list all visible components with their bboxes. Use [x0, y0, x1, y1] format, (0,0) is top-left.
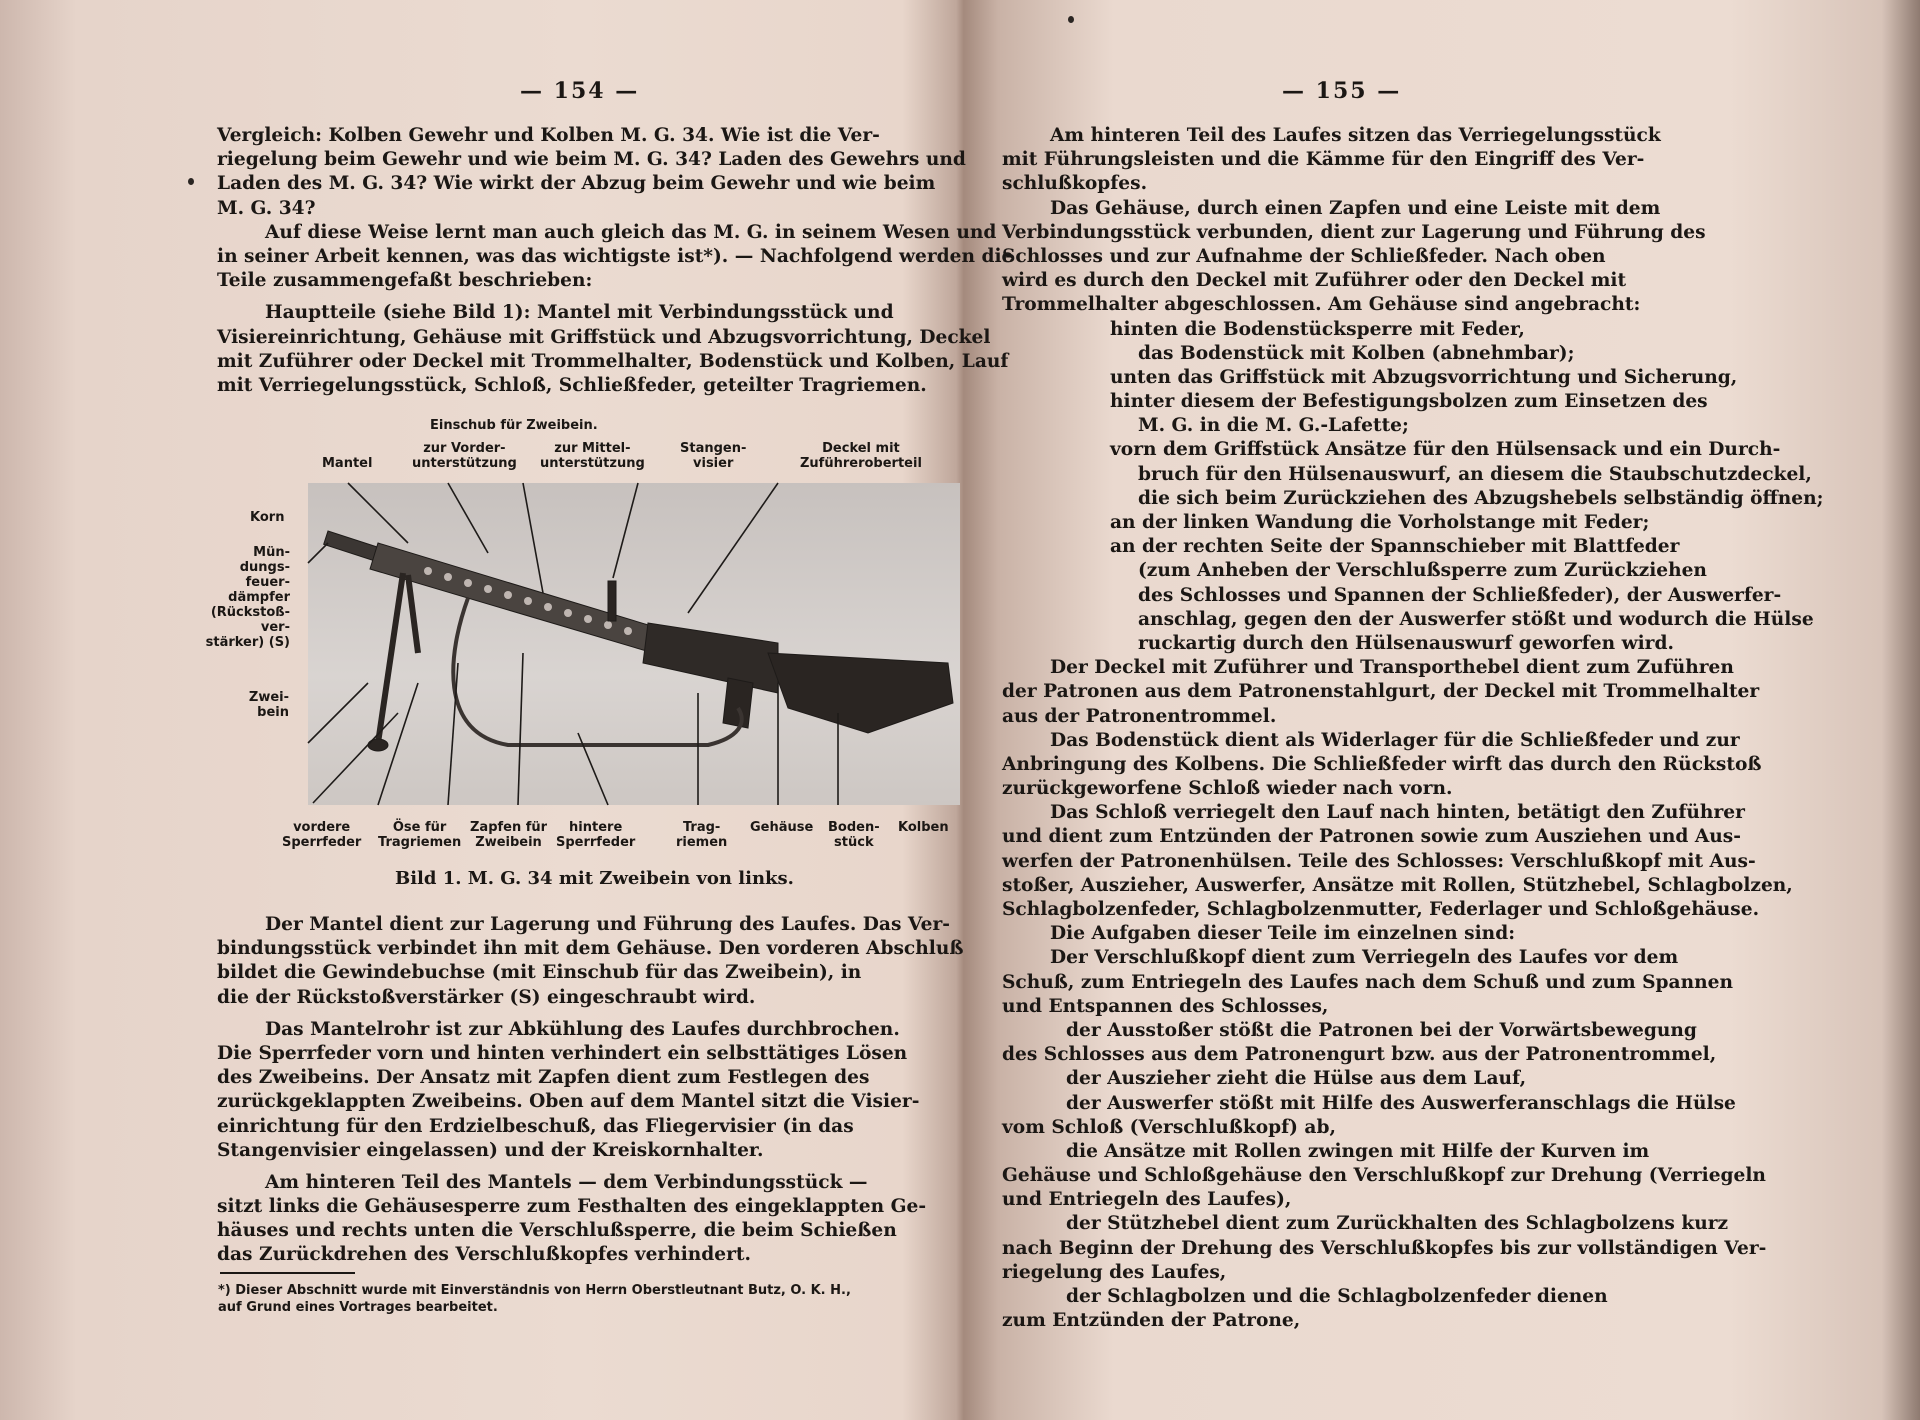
label-mittelunterstuetzung: zur Mittel- unterstützung — [540, 441, 645, 471]
text-line: das Bodenstück mit Kolben (abnehmbar); — [1138, 342, 1575, 364]
text-line: Hauptteile (siehe Bild 1): Mantel mit Verbindungsstück und — [265, 302, 894, 324]
text-line: der Patronen aus dem Patronenstahlgurt, der Deckel mit Trommelhalter — [1002, 681, 1760, 703]
text-line: einrichtung für den Erdzielbeschuß, das Fliegervisier (in das — [217, 1115, 854, 1137]
text-line: Das Schloß verriegelt den Lauf nach hinten, betätigt den Zuführer — [1050, 802, 1745, 824]
page-number: — 155 — — [1282, 78, 1402, 104]
text-line: stoßer, Auszieher, Auswerfer, Ansätze mit Rollen, Stützhebel, Schlagbolzen, — [1002, 874, 1793, 896]
mg34-figure — [308, 483, 960, 805]
text-line: und Entspannen des Schlosses, — [1002, 995, 1329, 1017]
mantel-paragraphs — [217, 913, 964, 1268]
text-line: Gehäuse und Schloßgehäuse den Verschlußkopf zur Drehung (Verriegeln — [1002, 1165, 1766, 1187]
text-line: riegelung beim Gewehr und wie beim M. G. 34? Laden des Gewehrs und — [217, 149, 966, 171]
text-line: Schlosses und zur Aufnahme der Schließfeder. Nach oben — [1002, 245, 1606, 267]
text-line: zurückgeworfene Schloß wieder nach vorn. — [1002, 778, 1453, 800]
text-line: Am hinteren Teil des Mantels — dem Verbindungsstück — — [265, 1171, 868, 1193]
text-line: und dient zum Entzünden der Patronen sowie zum Ausziehen und Aus- — [1002, 826, 1741, 848]
text-line: Vergleich: Kolben Gewehr und Kolben M. G. 34. Wie ist die Ver- — [217, 125, 880, 146]
label-muendungsfeuerdaempfer: Mün- dungs- feuer- dämpfer (Rückstoß- ver- stärker) (S) — [205, 545, 290, 650]
label-bodenstueck: Boden- stück — [828, 820, 880, 850]
text-line: und Entriegeln des Laufes), — [1002, 1189, 1292, 1211]
text-line: Am hinteren Teil des Laufes sitzen das Verriegelungsstück — [1050, 125, 1661, 146]
text-line: M. G. in die M. G.-Lafette; — [1138, 415, 1409, 437]
text-line: Teile zusammengefaßt beschrieben: — [217, 270, 593, 292]
text-line: zurückgeklappten Zweibeins. Oben auf dem Mantel sitzt die Visier- — [217, 1091, 920, 1113]
text-line: an der linken Wandung die Vorholstange mit Feder; — [1110, 512, 1650, 533]
text-line: zum Entzünden der Patrone, — [1002, 1310, 1301, 1332]
text-line: Anbringung des Kolbens. Die Schließfeder wirft das durch den Rückstoß — [1002, 753, 1762, 775]
text-line: sitzt links die Gehäusesperre zum Festhalten des eingeklappten Ge- — [217, 1196, 927, 1218]
text-line: der Stützhebel dient zum Zurückhalten des Schlagbolzens kurz — [1066, 1213, 1729, 1235]
text-line: bildet die Gewindebuchse (mit Einschub für das Zweibein), in — [217, 962, 862, 984]
text-line: Die Aufgaben dieser Teile im einzelnen sind: — [1050, 923, 1516, 945]
label-vorderunterstuetzung: zur Vorder- unterstützung — [412, 441, 517, 471]
text-line: der Schlagbolzen und die Schlagbolzenfeder dienen — [1066, 1286, 1608, 1307]
page-number: — 154 — — [520, 78, 640, 104]
text-line: anschlag, gegen den der Auswerfer stößt und wodurch die Hülse — [1138, 608, 1814, 630]
text-line: der Ausstoßer stößt die Patronen bei der Vorwärtsbewegung — [1066, 1019, 1697, 1041]
text-line: mit Verriegelungsstück, Schloß, Schließfeder, geteilter Tragriemen. — [217, 374, 927, 396]
text-line: der Auswerfer stößt mit Hilfe des Auswerferanschlags die Hülse — [1066, 1092, 1736, 1114]
text-line: des Schlosses aus dem Patronengurt bzw. aus der Patronentrommel, — [1002, 1044, 1717, 1066]
text-line: schlußkopfes. — [1002, 173, 1148, 195]
text-line: Stangenvisier eingelassen) und der Kreiskornhalter. — [217, 1139, 764, 1161]
text-line: hinter diesem der Befestigungsbolzen zum Einsetzen des — [1110, 391, 1708, 413]
text-line: Verbindungsstück verbunden, dient zur Lagerung und Führung des — [1002, 221, 1706, 243]
right-paragraphs — [1002, 124, 1824, 1333]
text-line: die sich beim Zurückziehen des Abzugshebels selbständig öffnen; — [1138, 487, 1824, 509]
text-line: ruckartig durch den Hülsenauswurf geworfen wird. — [1138, 632, 1674, 654]
text-line: Schuß, zum Entriegeln des Laufes nach dem Schuß und zum Spannen — [1002, 971, 1733, 993]
text-line: an der rechten Seite der Spannschieber mit Blattfeder — [1110, 536, 1680, 558]
text-line: Der Verschlußkopf dient zum Verriegeln des Laufes vor dem — [1050, 947, 1679, 969]
text-line: in seiner Arbeit kennen, was das wichtigste ist*). — Nachfolgend werden die — [217, 245, 1014, 267]
text-line: werfen der Patronenhülsen. Teile des Schlosses: Verschlußkopf mit Aus- — [1002, 850, 1756, 872]
footnote-rule — [220, 1272, 355, 1274]
text-line: die der Rückstoßverstärker (S) eingeschraubt wird. — [217, 986, 756, 1008]
label-zweibein: Zwei- bein — [248, 690, 289, 720]
text-line: die Ansätze mit Rollen zwingen mit Hilfe der Kurven im — [1066, 1140, 1650, 1162]
text-line: vom Schloß (Verschlußkopf) ab, — [1002, 1116, 1336, 1138]
text-line: vorn dem Griffstück Ansätze für den Hülsensack und ein Durch- — [1110, 439, 1781, 461]
text-line: Laden des M. G. 34? Wie wirkt der Abzug beim Gewehr und wie beim — [217, 173, 936, 195]
label-tragriemen: Trag- riemen — [676, 820, 728, 850]
figure-caption: Bild 1. M. G. 34 mit Zweibein von links. — [395, 868, 794, 889]
ink-spot — [188, 178, 194, 185]
footnote: *) Dieser Abschnitt wurde mit Einverständnis von Herrn Oberstleutnant Butz, O. K. H., auf Grund eines Vortrages bearbeitet. — [218, 1283, 851, 1315]
text-line: mit Zuführer oder Deckel mit Trommelhalter, Bodenstück und Kolben, Lauf — [217, 350, 1009, 372]
label-kolben: Kolben — [898, 820, 949, 835]
text-line: häuses und rechts unten die Verschlußsperre, die beim Schießen — [217, 1220, 897, 1242]
text-line: Auf diese Weise lernt man auch gleich das M. G. in seinem Wesen und — [265, 221, 997, 243]
text-line: mit Führungsleisten und die Kämme für den Eingriff des Ver- — [1002, 149, 1645, 171]
text-line: des Schlosses und Spannen der Schließfeder), der Auswerfer- — [1138, 584, 1782, 606]
text-line: Der Mantel dient zur Lagerung und Führung des Laufes. Das Ver- — [265, 914, 950, 935]
intro-paragraphs — [217, 124, 1014, 398]
label-deckel: Deckel mit Zuführeroberteil — [800, 441, 922, 471]
label-zapfen-zweibein: Zapfen für Zweibein — [470, 820, 548, 850]
label-oese-tragriemen: Öse für Tragriemen — [378, 820, 462, 850]
text-line: Das Mantelrohr ist zur Abkühlung des Laufes durchbrochen. — [265, 1018, 900, 1040]
text-line: wird es durch den Deckel mit Zuführer oder den Deckel mit — [1002, 270, 1627, 292]
text-line: der Auszieher zieht die Hülse aus dem Lauf, — [1066, 1068, 1527, 1090]
label-korn: Korn — [250, 510, 285, 525]
text-line: Das Bodenstück dient als Widerlager für die Schließfeder und zur — [1050, 729, 1740, 751]
text-line: M. G. 34? — [217, 197, 316, 219]
label-hintere-sperrfeder: hintere Sperrfeder — [556, 820, 636, 850]
text-line: das Zurückdrehen des Verschlußkopfes verhindert. — [217, 1244, 751, 1266]
text-line: bruch für den Hülsenauswurf, an diesem die Staubschutzdeckel, — [1138, 463, 1812, 485]
ink-spot — [1068, 16, 1074, 23]
right-page — [982, 0, 1920, 1420]
label-einschub: Einschub für Zweibein. — [430, 418, 598, 433]
label-mantel: Mantel — [322, 456, 373, 471]
text-line: Der Deckel mit Zuführer und Transporthebel dient zum Zuführen — [1050, 657, 1734, 679]
text-line: hinten die Bodenstücksperre mit Feder, — [1110, 318, 1525, 340]
text-line: Das Gehäuse, durch einen Zapfen und eine Leiste mit dem — [1050, 197, 1661, 219]
text-line: (zum Anheben der Verschlußsperre zum Zurückziehen — [1138, 560, 1707, 582]
text-line: Visiereinrichtung, Gehäuse mit Griffstück und Abzugsvorrichtung, Deckel — [217, 326, 991, 348]
label-gehaeuse: Gehäuse — [750, 820, 814, 835]
text-line: riegelung des Laufes, — [1002, 1261, 1227, 1283]
text-line: Trommelhalter abgeschlossen. Am Gehäuse sind angebracht: — [1002, 294, 1641, 316]
text-line: Die Sperrfeder vorn und hinten verhindert ein selbsttätiges Lösen — [217, 1042, 908, 1064]
text-line: unten das Griffstück mit Abzugsvorrichtung und Sicherung, — [1110, 366, 1738, 388]
text-line: Schlagbolzenfeder, Schlagbolzenmutter, Federlager und Schloßgehäuse. — [1002, 899, 1760, 920]
text-line: bindungsstück verbindet ihn mit dem Gehäuse. Den vorderen Abschluß — [217, 938, 964, 960]
label-vordere-sperrfeder: vordere Sperrfeder — [282, 820, 362, 850]
machine-gun-illustration — [308, 483, 960, 805]
text-line: des Zweibeins. Der Ansatz mit Zapfen dient zum Festlegen des — [217, 1067, 870, 1089]
text-line: nach Beginn der Drehung des Verschlußkopfes bis zur vollständigen Ver- — [1002, 1237, 1767, 1259]
text-line: aus der Patronentrommel. — [1002, 705, 1277, 727]
label-stangenvisier: Stangen- visier — [680, 441, 747, 471]
